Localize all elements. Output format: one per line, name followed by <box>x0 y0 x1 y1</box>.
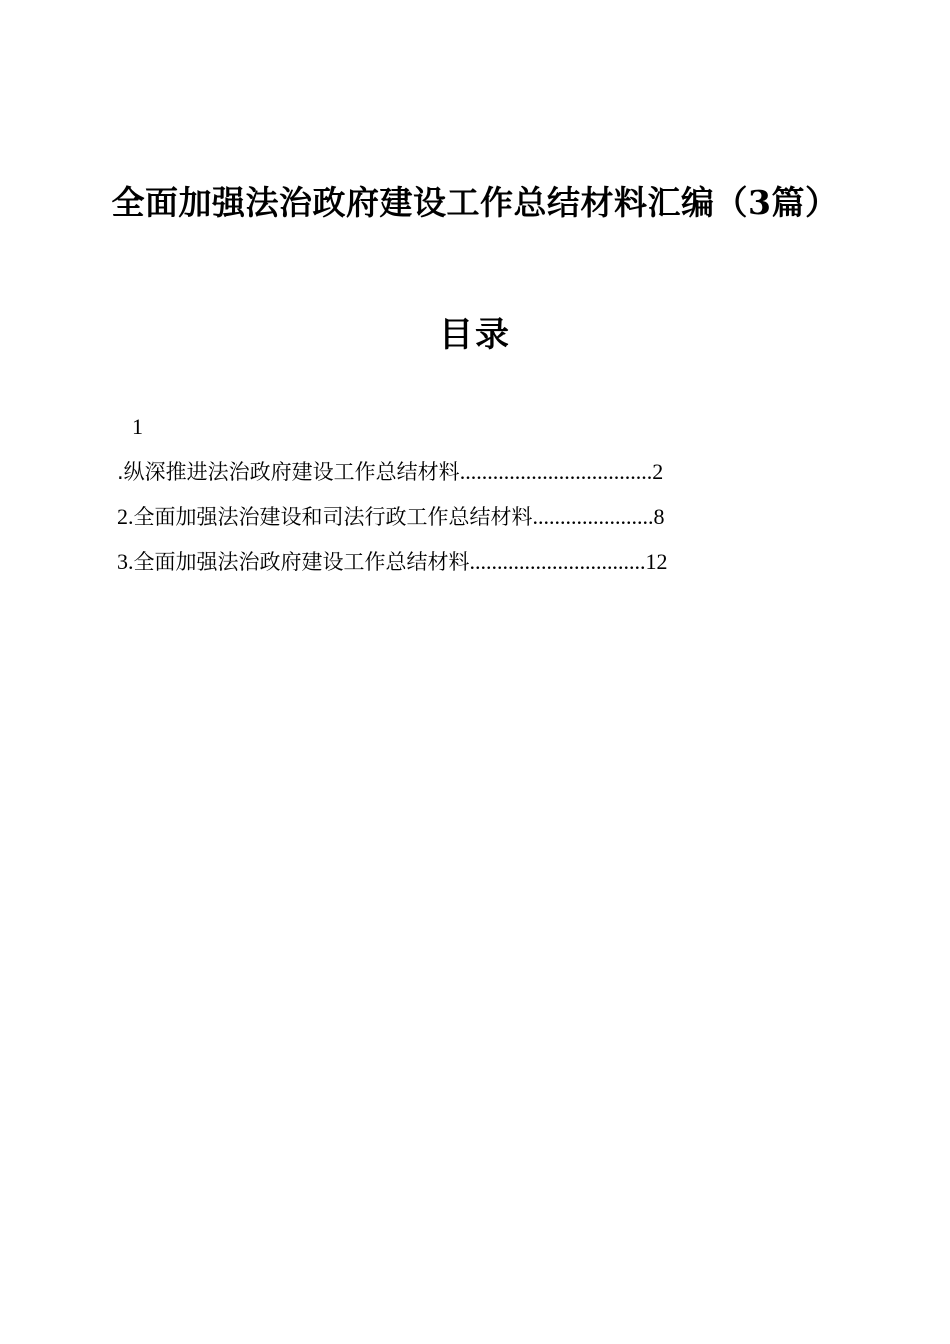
toc-entry-text: .纵深推进法治政府建设工作总结材料 <box>117 460 460 484</box>
toc-entry-number: 2. <box>117 504 134 529</box>
document-title: 全面加强法治政府建设工作总结材料汇编（3篇） <box>111 183 839 222</box>
table-of-contents <box>117 454 837 589</box>
toc-entry-number: 3. <box>117 549 134 574</box>
toc-entry-text: 全面加强法治政府建设工作总结材料 <box>133 550 470 574</box>
toc-entry-1[interactable] <box>117 454 837 499</box>
toc-heading: 目录 <box>439 315 511 355</box>
toc-entry-leader: ...................... <box>532 504 654 529</box>
toc-entry-leader: ................................ <box>469 549 646 574</box>
toc-stray-number: 1 <box>132 414 143 439</box>
toc-entry-page: 2 <box>652 459 664 484</box>
toc-entry-3[interactable] <box>117 544 837 589</box>
toc-entry-leader: ................................... <box>459 459 653 484</box>
toc-entry-page: 12 <box>645 549 668 574</box>
toc-entry-text: 全面加强法治建设和司法行政工作总结材料 <box>133 505 533 529</box>
toc-entry-2[interactable] <box>117 499 837 544</box>
toc-entry-page: 8 <box>653 504 665 529</box>
